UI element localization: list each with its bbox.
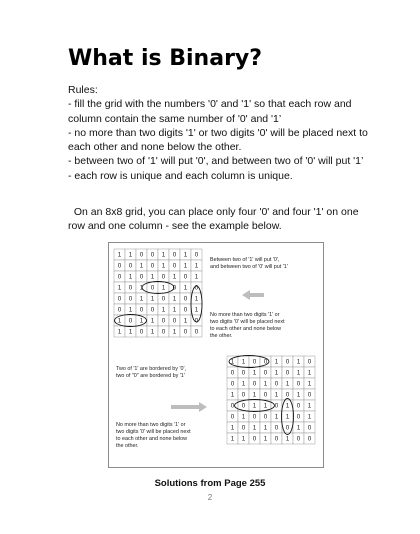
bottom-cell-value: 1 (230, 424, 235, 432)
top-cell-value: 1 (183, 284, 188, 292)
bottom-cell-value: 0 (285, 391, 290, 399)
annotation-mid-right: the other. (210, 333, 233, 339)
bottom-cell-value: 1 (296, 369, 301, 377)
arrow-right-icon-head (199, 402, 207, 412)
top-cell-value: 1 (194, 273, 199, 281)
top-cell-value: 0 (194, 251, 199, 259)
top-cell-value: 1 (172, 273, 177, 281)
bottom-cell-value: 0 (274, 424, 279, 432)
top-cell-value: 0 (117, 262, 122, 270)
page-number: 2 (207, 493, 213, 502)
bottom-cell-value: 1 (241, 358, 246, 366)
annotation-bottom-left-2: the other. (116, 443, 139, 449)
bottom-cell-value: 0 (252, 358, 257, 366)
top-cell-value: 0 (128, 317, 133, 325)
arrow-left-icon (242, 290, 264, 300)
bottom-cell-value: 1 (274, 391, 279, 399)
top-cell-value: 0 (194, 328, 199, 336)
bottom-cell-value: 0 (263, 369, 268, 377)
bottom-cell-value: 1 (274, 369, 279, 377)
top-grid (114, 249, 202, 337)
bottom-cell-value: 1 (307, 380, 312, 388)
rule-item: - each row is unique and each column is unique. (68, 169, 293, 182)
top-cell-value: 1 (172, 328, 177, 336)
top-cell-value: 0 (117, 295, 122, 303)
bottom-cell-value: 1 (230, 358, 235, 366)
bottom-cell-value: 1 (263, 435, 268, 443)
bottom-cell-value: 1 (252, 424, 257, 432)
top-cell-value: 1 (183, 262, 188, 270)
rule-item: - fill the grid with the numbers '0' and '1' so that each row and column contain the same number of '0' and '1’ (68, 98, 352, 125)
bottom-cell-value: 0 (241, 369, 246, 377)
top-cell-value: 1 (117, 251, 122, 259)
bottom-cell-value: 0 (263, 391, 268, 399)
bottom-cell-value: 0 (263, 413, 268, 421)
top-cell-value: 0 (117, 273, 122, 281)
top-cell-value: 0 (128, 262, 133, 270)
top-cell-value: 1 (161, 262, 166, 270)
bottom-cell-value: 1 (230, 435, 235, 443)
bottom-cell-value: 1 (241, 380, 246, 388)
top-cell-value: 0 (172, 251, 177, 259)
top-cell-value: 0 (150, 306, 155, 314)
top-cell-value: 0 (117, 306, 122, 314)
bottom-cell-value: 0 (307, 424, 312, 432)
top-cell-value: 1 (161, 306, 166, 314)
bottom-cell-value: 1 (285, 380, 290, 388)
bottom-grid (227, 356, 315, 444)
top-cell-value: 1 (128, 306, 133, 314)
top-cell-value: 0 (183, 295, 188, 303)
bottom-cell-value: 1 (252, 391, 257, 399)
bottom-cell-value: 1 (241, 435, 246, 443)
annotation-bottom-left-1: Two of '1' are bordered by '0', (116, 366, 187, 372)
note-text: On an 8x8 grid, you can place only four '0' and four '1' on one row and one column - see the example below. (68, 206, 359, 233)
top-cell-value: 1 (150, 328, 155, 336)
top-cell-value: 0 (139, 251, 144, 259)
bottom-cell-value: 0 (285, 424, 290, 432)
bottom-cell-value: 0 (307, 435, 312, 443)
bottom-cell-value: 0 (296, 435, 301, 443)
top-cell-value: 1 (117, 317, 122, 325)
annotation-bottom-left-2: two digits '0' will be placed next (116, 429, 191, 435)
bottom-cell-value: 1 (285, 435, 290, 443)
bottom-cell-value: 0 (307, 358, 312, 366)
bottom-cell-value: 0 (252, 380, 257, 388)
top-cell-value: 0 (172, 262, 177, 270)
top-cell-value: 0 (194, 284, 199, 292)
top-cell-value: 0 (194, 317, 199, 325)
grid-note (68, 205, 368, 234)
annotation-mid-right: No more than two digits '1' or (210, 312, 280, 318)
bottom-cell-value: 1 (285, 413, 290, 421)
top-cell-value: 0 (139, 273, 144, 281)
top-cell-value: 0 (183, 273, 188, 281)
annotation-bottom-left-2: to each other and none below (116, 436, 188, 442)
bottom-cell-value: 1 (307, 402, 312, 410)
top-cell-value: 1 (150, 317, 155, 325)
top-cell-value: 0 (139, 328, 144, 336)
top-cell-value: 0 (139, 306, 144, 314)
top-cell-value: 1 (128, 328, 133, 336)
bottom-cell-value: 1 (252, 402, 257, 410)
top-cell-value: 0 (183, 306, 188, 314)
bottom-cell-value: 1 (252, 369, 257, 377)
bottom-cell-value: 0 (274, 380, 279, 388)
annotation-bottom-left-2: No more than two digits '1' or (116, 422, 186, 428)
top-cell-value: 1 (194, 262, 199, 270)
bottom-cell-value: 1 (230, 391, 235, 399)
top-cell-value: 1 (194, 306, 199, 314)
bottom-cell-value: 1 (307, 413, 312, 421)
top-cell-value: 1 (139, 262, 144, 270)
bottom-cell-value: 0 (285, 369, 290, 377)
bottom-cell-value: 1 (263, 424, 268, 432)
top-cell-value: 1 (183, 251, 188, 259)
bottom-cell-value: 0 (241, 424, 246, 432)
top-cell-value: 0 (161, 317, 166, 325)
annotation-mid-right: to each other and none below (210, 326, 282, 332)
rules-heading: Rules: (68, 84, 98, 96)
annotation-bottom-left-1: two of "0" are bordered by '1' (116, 373, 185, 379)
bottom-cell-value: 0 (230, 380, 235, 388)
top-cell-value: 1 (183, 317, 188, 325)
arrow-left-icon-head (242, 290, 250, 300)
page-title: What is Binary? (68, 46, 263, 71)
top-cell-value: 1 (139, 284, 144, 292)
top-cell-value: 0 (161, 295, 166, 303)
top-cell-value: 1 (194, 295, 199, 303)
rule-item: - between two of '1' will put '0', and between two of '0' will put '1’ (68, 155, 364, 168)
rule-item: - no more than two digits '1' or two digits '0' will be placed next to each other and none below the other. (68, 126, 368, 154)
bottom-cell-value: 0 (252, 435, 257, 443)
top-cell-value: 0 (172, 284, 177, 292)
example-figure (108, 242, 324, 468)
top-cell-value: 1 (161, 284, 166, 292)
top-cell-value: 0 (128, 295, 133, 303)
bottom-cell-value: 0 (252, 413, 257, 421)
top-cell-value: 1 (150, 295, 155, 303)
bottom-cell-value: 0 (307, 391, 312, 399)
annotation-mid-right: two digits '0' will be placed next (210, 319, 285, 325)
top-cell-value: 1 (139, 295, 144, 303)
rules-block (68, 83, 368, 183)
bottom-cell-value: 1 (296, 358, 301, 366)
bottom-cell-value: 0 (296, 402, 301, 410)
top-cell-value: 0 (161, 328, 166, 336)
bottom-cell-value: 0 (296, 413, 301, 421)
arrow-right-icon (171, 402, 207, 412)
top-cell-value: 1 (139, 317, 144, 325)
bottom-cell-value: 1 (307, 369, 312, 377)
bottom-cell-value: 1 (241, 413, 246, 421)
top-cell-value: 1 (150, 273, 155, 281)
top-cell-value: 1 (117, 328, 122, 336)
bottom-cell-value: 1 (296, 391, 301, 399)
annotation-top-right: Between two of '1' will put '0', (210, 257, 280, 263)
top-cell-value: 1 (172, 295, 177, 303)
solutions-caption: Solutions from Page 255 (154, 478, 266, 489)
top-cell-value: 0 (150, 251, 155, 259)
top-cell-value: 0 (183, 328, 188, 336)
bottom-cell-value: 0 (241, 402, 246, 410)
example-figure-svg (109, 243, 323, 467)
bottom-cell-value: 1 (274, 413, 279, 421)
annotation-top-right: and between two of '0' will put '1' (210, 264, 288, 270)
bottom-cell-value: 0 (230, 369, 235, 377)
bottom-cell-value: 0 (241, 391, 246, 399)
top-cell-value: 1 (117, 284, 122, 292)
top-cell-value: 1 (128, 273, 133, 281)
top-cell-value: 0 (172, 317, 177, 325)
top-cell-value: 1 (172, 306, 177, 314)
top-cell-value: 0 (150, 284, 155, 292)
top-cell-value: 1 (161, 251, 166, 259)
bottom-cell-value: 1 (263, 402, 268, 410)
bottom-cell-value: 0 (285, 358, 290, 366)
top-cell-value: 0 (128, 284, 133, 292)
bottom-cell-value: 1 (263, 380, 268, 388)
top-cell-value: 0 (150, 262, 155, 270)
bottom-cell-value: 0 (230, 402, 235, 410)
top-cell-value: 1 (128, 251, 133, 259)
bottom-cell-value: 1 (296, 424, 301, 432)
top-cell-value: 0 (161, 273, 166, 281)
bottom-cell-value: 1 (274, 358, 279, 366)
bottom-cell-value: 0 (230, 413, 235, 421)
bottom-cell-value: 0 (263, 358, 268, 366)
bottom-cell-value: 0 (274, 435, 279, 443)
bottom-cell-value: 0 (274, 402, 279, 410)
bottom-cell-value: 0 (296, 380, 301, 388)
bottom-cell-value: 1 (285, 402, 290, 410)
